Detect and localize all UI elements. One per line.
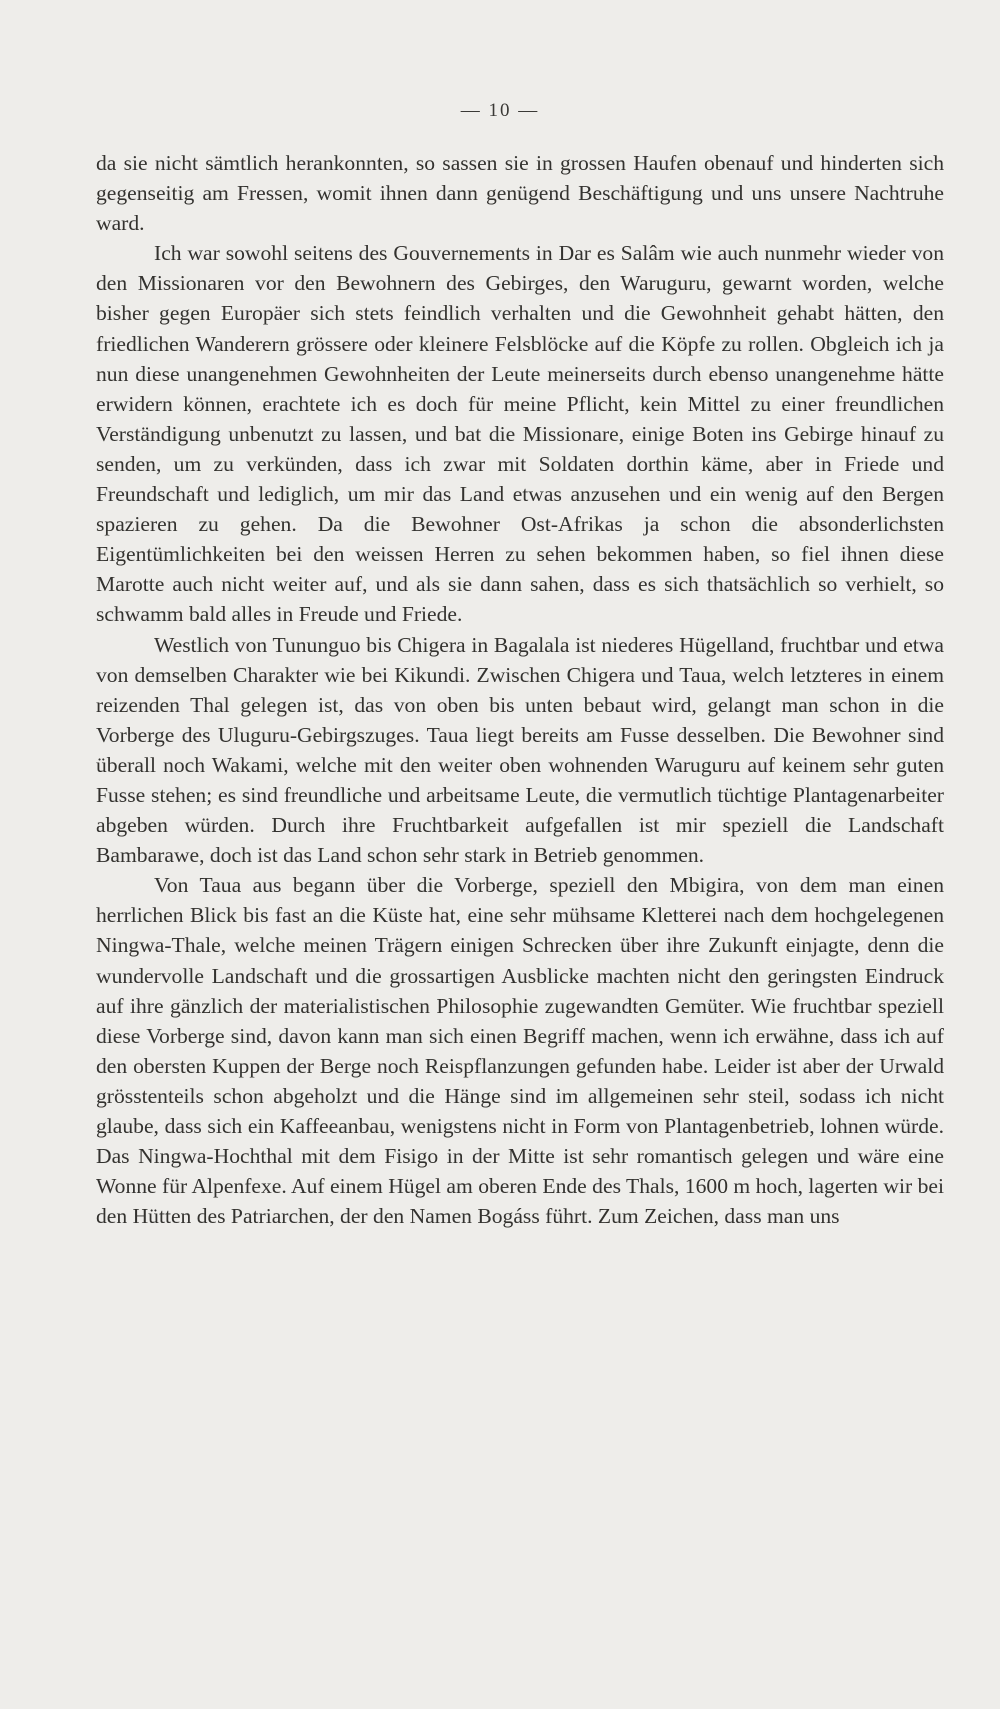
paragraph-2: Ich war sowohl seitens des Gouvernements in Dar es Salâm wie auch nunmehr wieder von den Missionaren vor den Bewohnern des Gebirges, den Waruguru, gewarnt worden, welche bisher gegen Europäer sich stets feindlich verhalten und die Gewohnheit gehabt hätten, den friedlichen Wanderern grössere oder kleinere Felsblöcke auf die Köpfe zu rollen. Obgleich ich ja nun diese unangenehmen Gewohnheiten der Leute meinerseits durch ebenso unangenehme hätte erwidern können, erachtete ich es doch für meine Pflicht, kein Mittel zu einer freundlichen Verständigung unbenutzt zu lassen, und bat die Missionare, einige Boten ins Gebirge hinauf zu senden, um zu verkünden, dass ich zwar mit Soldaten dorthin käme, aber in Friede und Freundschaft und lediglich, um mir das Land etwas anzusehen und ein wenig auf den Bergen spazieren zu gehen. Da die Bewohner Ost-Afrikas ja schon die absonderlichsten Eigentümlichkeiten bei den weissen Herren zu sehen bekommen haben, so fiel ihnen diese Marotte auch nicht weiter auf, und als sie dann sahen, dass es sich thatsächlich so verhielt, so schwamm bald alles in Freude und Friede. (96, 241, 944, 627)
paragraph-1: da sie nicht sämtlich herankonnten, so sassen sie in grossen Haufen obenauf und hinderten sich gegenseitig am Fressen, womit ihnen dann genügend Beschäftigung und uns unsere Nachtruhe ward. (96, 151, 944, 236)
paragraph-3: Westlich von Tununguo bis Chigera in Bagalala ist niederes Hügelland, fruchtbar und etwa von demselben Charakter wie bei Kikundi. Zwischen Chigera und Taua, welch letzteres in einem reizenden Thal gelegen ist, das von oben bis unten bebaut wird, gelangt man schon in die Vorberge des Uluguru-Gebirgszuges. Taua liegt bereits am Fusse desselben. Die Bewohner sind überall noch Wakami, welche mit den weiter oben wohnenden Waruguru auf keinem sehr guten Fusse stehen; es sind freundliche und arbeitsame Leute, die vermutlich tüchtige Plantagenarbeiter abgeben würden. Durch ihre Fruchtbarkeit aufgefallen ist mir speziell die Landschaft Bambarawe, doch ist das Land schon sehr stark in Betrieb genommen. (96, 632, 944, 868)
page-number: — 10 — (460, 100, 540, 121)
paragraph-4: Von Taua aus begann über die Vorberge, speziell den Mbigira, von dem man einen herrlichen Blick bis fast an die Küste hat, eine sehr mühsame Kletterei nach dem hochgelegenen Ningwa-Thale, welche meinen Trägern einigen Schrecken über ihre Zukunft einjagte, denn die wundervolle Landschaft und die grossartigen Ausblicke machten nicht den geringsten Eindruck auf ihre gänzlich der materialistischen Philosophie zugewandten Gemüter. Wie fruchtbar speziell diese Vorberge sind, davon kann man sich einen Begriff machen, wenn ich erwähne, dass ich auf den obersten Kuppen der Berge noch Reispflanzungen gefunden habe. Leider ist aber der Urwald grösstenteils schon abgeholzt und die Hänge sind im allgemeinen sehr steil, sodass ich nicht glaube, dass sich ein Kaffeeanbau, wenigstens nicht in Form von Plantagenbetrieb, lohnen würde. Das Ningwa-Hochthal mit dem Fisigo in der Mitte ist sehr romantisch gelegen und wäre eine Wonne für Alpenfexe. Auf einem Hügel am oberen Ende des Thals, 1600 m hoch, lagerten wir bei den Hütten des Patriarchen, der den Namen Bogáss führt. Zum Zeichen, dass man uns (96, 873, 944, 1229)
body-text (96, 148, 944, 1231)
